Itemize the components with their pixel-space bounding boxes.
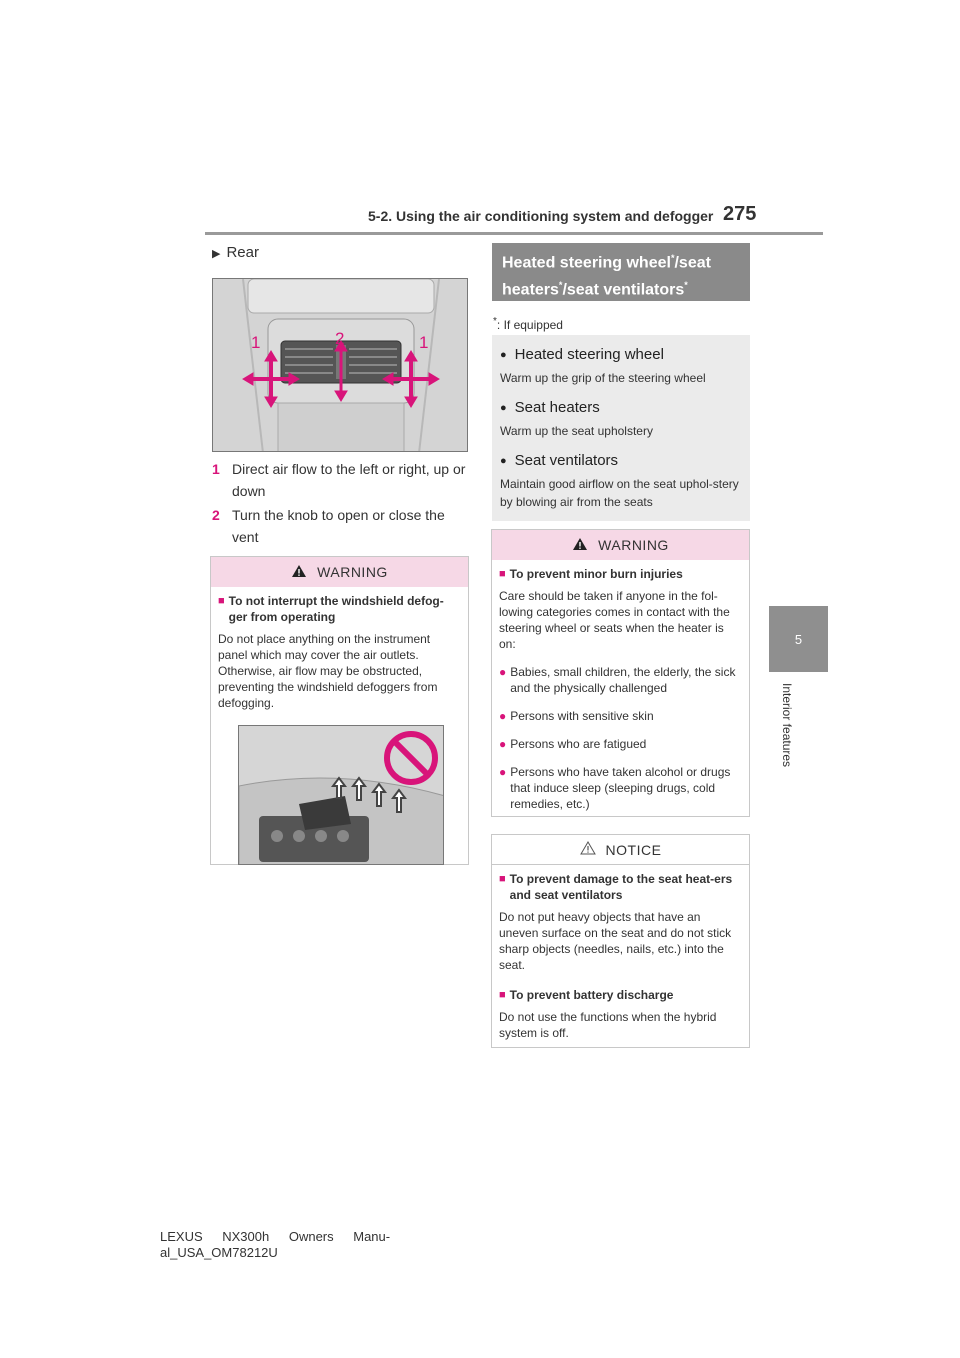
dot-bullet-icon: ●	[499, 665, 507, 679]
notice-heading: NOTICE	[605, 841, 662, 858]
warning-subheading-text: To not interrupt the windshield defog-ger from operating	[228, 594, 444, 624]
square-bullet-icon: ■	[499, 989, 506, 1001]
notice-body: Do not put heavy objects that have an uneven surface on the seat and do not stick sharp objects (needles, nails, etc.) into the seat.	[499, 910, 732, 972]
header-rule	[205, 232, 823, 235]
list-item-text: Persons who have taken alcohol or drugs that induce sleep (sleeping drugs, cold remedies, etc.)	[510, 765, 731, 811]
banner-text-3: heaters	[502, 281, 559, 299]
warning-heading: WARNING	[598, 537, 669, 553]
step-number: 2	[212, 507, 220, 523]
section-banner	[492, 243, 750, 301]
chapter-label: Interior features	[780, 683, 794, 768]
warning-subheading-text: To prevent minor burn injuries	[509, 567, 683, 581]
step-number: 1	[212, 461, 220, 477]
dot-bullet-icon: ●	[499, 709, 507, 723]
list-item	[499, 764, 742, 812]
feature-title	[500, 346, 742, 363]
banner-text-4: /seat ventilators	[562, 281, 685, 299]
dashboard-drawing	[239, 726, 444, 865]
notice-header	[492, 835, 749, 865]
banner-text-2: /seat	[674, 254, 711, 272]
warning-subheading	[218, 593, 461, 625]
square-bullet-icon: ■	[218, 595, 225, 607]
warning-subheading	[499, 566, 742, 582]
running-header: 5-2. Using the air conditioning system and defogger	[368, 208, 714, 224]
warning-header	[211, 557, 468, 587]
notice-subheading	[499, 987, 742, 1003]
notice-subheading-text: To prevent battery discharge	[509, 988, 674, 1002]
chapter-tab	[769, 606, 828, 672]
list-item	[499, 708, 742, 724]
footer	[160, 1229, 460, 1261]
feature-title	[500, 399, 742, 416]
warning-box-burn	[491, 529, 750, 817]
list-item-text: Babies, small children, the elderly, the sick and the physically challenged	[510, 665, 736, 695]
warning-body: Do not place anything on the instrument panel which may cover the air outlets. Otherwise, air flow may be obstructed, preventing the windshield defoggers from defogging.	[218, 632, 438, 710]
feature-title	[500, 452, 742, 469]
feature-desc: Maintain good airflow on the seat uphol-stery by blowing air from the seats	[500, 477, 739, 509]
bullet-icon: ●	[500, 454, 507, 467]
feature-title-text: Heated steering wheel	[514, 346, 664, 363]
list-item	[499, 664, 742, 696]
notice-subheading	[499, 871, 742, 903]
banner-text-1: Heated steering wheel	[502, 254, 671, 272]
callout-right: 1	[419, 333, 429, 352]
warning-triangle-icon	[291, 564, 307, 581]
rear-heading	[212, 244, 259, 261]
step-1	[212, 458, 468, 502]
asterisk-2: *	[558, 280, 563, 291]
asterisk-3: *	[684, 280, 688, 291]
feature-desc: Warm up the grip of the steering wheel	[500, 371, 706, 385]
callout-center: 2	[335, 329, 345, 348]
asterisk-1: *	[670, 253, 675, 263]
footer-line-2: al_USA_OM78212U	[160, 1245, 278, 1260]
footnote	[493, 316, 563, 332]
square-bullet-icon: ■	[499, 873, 506, 885]
warning-box-defogger	[210, 556, 469, 865]
dot-bullet-icon: ●	[499, 737, 507, 751]
feature-desc: Warm up the seat upholstery	[500, 424, 653, 438]
list-item-text: Persons who are fatigued	[510, 737, 647, 751]
list-item	[499, 736, 742, 752]
triangle-bullet-icon: ▶	[212, 248, 221, 260]
notice-box	[491, 834, 750, 1048]
step-text: Turn the knob to open or close the vent	[232, 507, 445, 545]
chapter-number: 5	[794, 631, 803, 647]
notice-body: Do not use the functions when the hybrid system is off.	[499, 1010, 717, 1040]
notice-triangle-icon	[580, 841, 596, 858]
notice-subheading-text: To prevent damage to the seat heat-ers and seat ventilators	[509, 872, 733, 902]
rear-vent-illustration	[212, 278, 468, 452]
warning-triangle-icon	[572, 537, 588, 554]
step-text: Direct air flow to the left or right, up or down	[232, 461, 466, 499]
feature-title-text: Seat heaters	[514, 399, 600, 416]
step-2	[212, 504, 468, 548]
footnote-asterisk: *	[493, 316, 497, 327]
bullet-icon: ●	[500, 401, 507, 414]
rear-vent-drawing	[213, 279, 468, 452]
feature-title-text: Seat ventilators	[514, 452, 619, 469]
list-item-text: Persons with sensitive skin	[510, 709, 654, 723]
warning-header	[492, 530, 749, 560]
warning-heading: WARNING	[317, 564, 388, 580]
defogger-illustration	[238, 725, 444, 865]
dot-bullet-icon: ●	[499, 765, 507, 779]
footnote-text: : If equipped	[496, 318, 563, 332]
page-number: 275	[723, 203, 757, 225]
footer-line-1: LEXUS NX300h Owners Manu-	[160, 1229, 391, 1244]
square-bullet-icon: ■	[499, 568, 506, 580]
rear-label-text: Rear	[226, 244, 259, 261]
warning-body: Care should be taken if anyone in the fol-lowing categories comes in contact with the steering wheel or seats when the heater is on:	[499, 589, 730, 651]
callout-left: 1	[251, 333, 261, 352]
features-box	[492, 335, 750, 521]
bullet-icon: ●	[500, 348, 507, 361]
